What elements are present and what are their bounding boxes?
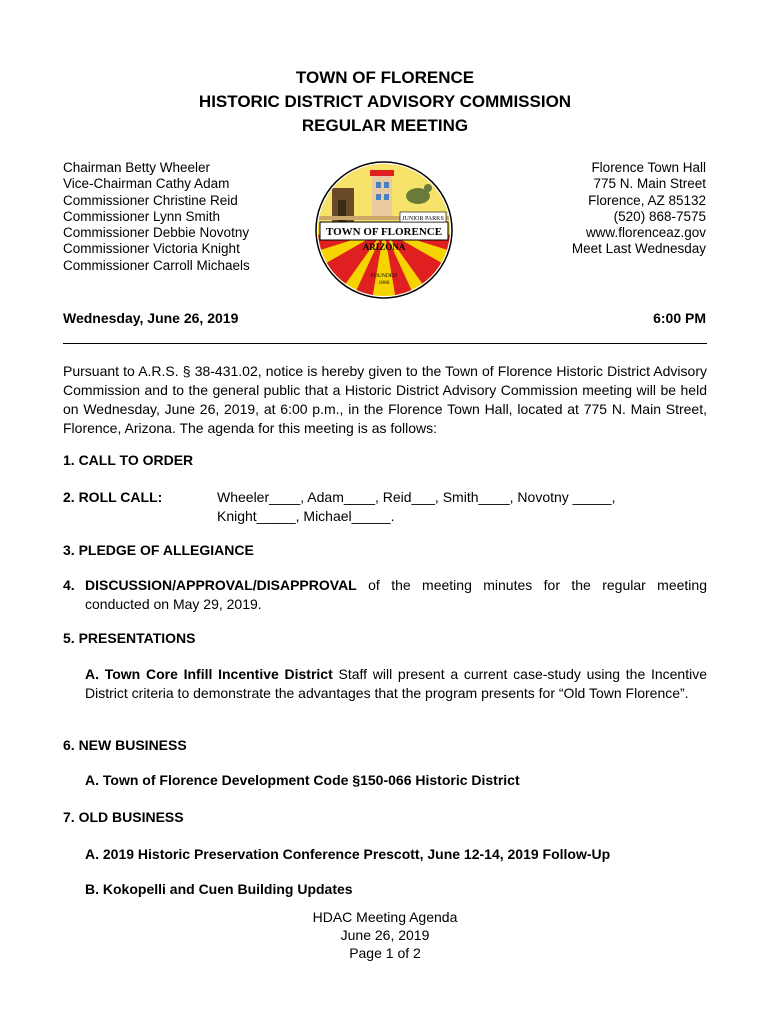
presentation-heading: A. Town Core Infill Incentive District (85, 666, 333, 682)
commissioner-name: Commissioner Carroll Michaels (63, 257, 250, 273)
town-seal-logo (314, 160, 454, 300)
old-business-item-a: A. 2019 Historic Preservation Conference Prescott, June 12-14, 2019 Follow-Up (85, 846, 611, 862)
agenda-item-pledge: 3. PLEDGE OF ALLEGIANCE (63, 542, 254, 558)
logo-tag-text: JUNIOR PARKS (402, 216, 444, 222)
divider-line (63, 343, 707, 344)
agenda-item-call-to-order: 1. CALL TO ORDER (63, 452, 194, 468)
phone-number: (520) 868-7575 (613, 208, 706, 224)
logo-founded-text: FOUNDED (370, 273, 398, 279)
agenda-item-presentations: 5. PRESENTATIONS (63, 630, 196, 646)
commissioner-name: Chairman Betty Wheeler (63, 160, 211, 175)
intro-paragraph: Pursuant to A.R.S. § 38-431.02, notice is hereby given to the Town of Florence Historic District Advisory Commission and to the general public that a Historic District Advisory Commission meeting will be held on Wednesday, June 26, 2019, at 6:00 p.m., in the Florence Town Hall, located at 775 N. Main Street, Florence, Arizona. The agenda for this meeting is as follows: (63, 363, 707, 436)
roll-call-line-2: Knight_____, Michael_____. (217, 508, 395, 524)
agenda-item-new-business: 6. NEW BUSINESS (63, 737, 187, 753)
contact-info (572, 160, 706, 258)
logo-banner-text: TOWN OF FLORENCE (325, 226, 443, 238)
footer-date: June 26, 2019 (340, 927, 430, 943)
commissioner-name: Commissioner Lynn Smith (63, 208, 221, 224)
town-hall-name: Florence Town Hall (591, 160, 706, 175)
agenda-item-number-4: 4. (63, 577, 75, 593)
meeting-schedule: Meet Last Wednesday (571, 241, 706, 257)
meeting-date: Wednesday, June 26, 2019 (63, 310, 239, 326)
old-business-item-b: B. Kokopelli and Cuen Building Updates (85, 881, 353, 897)
city-state-zip: Florence, AZ 85132 (588, 192, 706, 208)
street-address: 775 N. Main Street (593, 176, 706, 192)
footer-page-number: Page 1 of 2 (349, 945, 421, 961)
commissioner-name: Commissioner Christine Reid (63, 192, 238, 208)
logo-year-text: 1866 (378, 280, 390, 286)
agenda-item-minutes (85, 576, 707, 614)
minutes-description: of the meeting minutes for the regular meeting conducted on May 29, 2019. (85, 577, 707, 612)
footer-title: HDAC Meeting Agenda (312, 909, 458, 925)
meeting-time: 6:00 PM (653, 310, 706, 326)
meeting-type-title: REGULAR MEETING (301, 116, 469, 135)
presentation-item-a (85, 665, 707, 703)
website-url: www.florenceaz.gov (585, 225, 706, 241)
agenda-item-roll-call: 2. ROLL CALL: (63, 489, 163, 505)
new-business-item-a: A. Town of Florence Development Code §150-066 Historic District (85, 772, 520, 788)
roll-call-line-1: Wheeler____, Adam____, Reid___, Smith____, Novotny _____, (217, 489, 616, 505)
presentation-description: Staff will present a current case-study using the Incentive District criteria to demonstrate the advantages that the program presents for “Old Town Florence”. (85, 666, 707, 701)
minutes-heading: DISCUSSION/APPROVAL/DISAPPROVAL (85, 577, 357, 593)
logo-state-text: ARIZONA (362, 242, 406, 252)
commissioner-list (63, 160, 250, 274)
commissioner-name: Commissioner Victoria Knight (63, 241, 240, 257)
town-title: TOWN OF FLORENCE (295, 68, 475, 87)
commissioner-name: Vice-Chairman Cathy Adam (63, 176, 230, 192)
commission-title: HISTORIC DISTRICT ADVISORY COMMISSION (198, 92, 572, 111)
commissioner-name: Commissioner Debbie Novotny (63, 225, 250, 241)
agenda-item-old-business: 7. OLD BUSINESS (63, 809, 184, 825)
